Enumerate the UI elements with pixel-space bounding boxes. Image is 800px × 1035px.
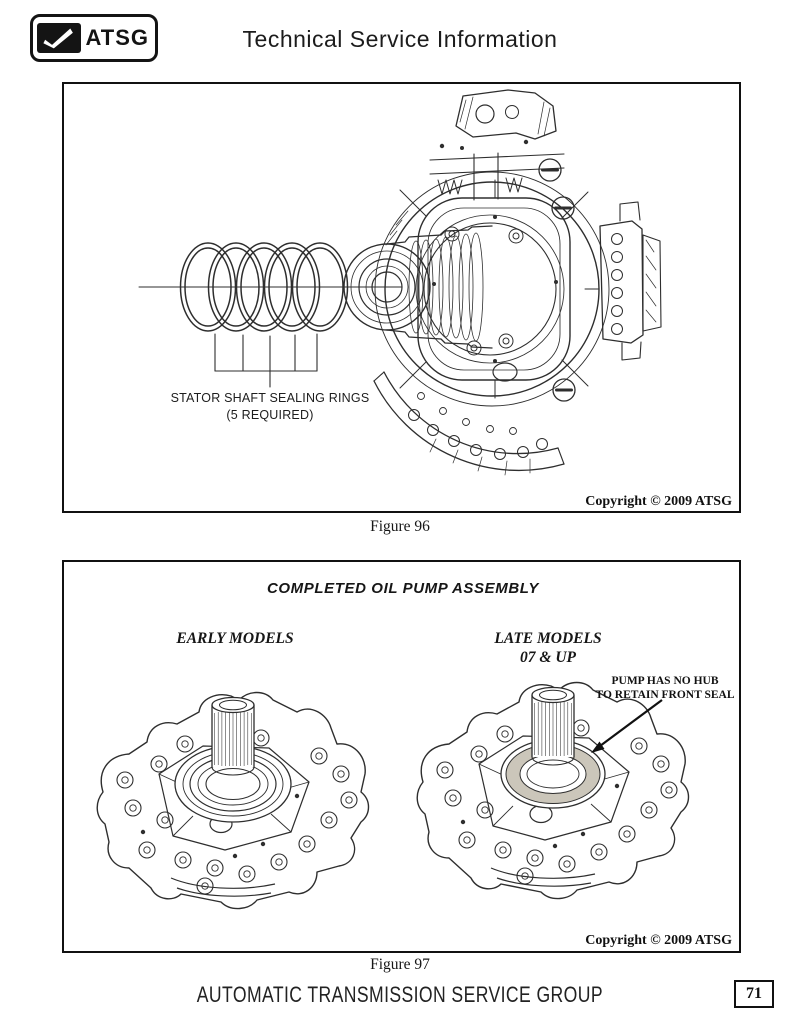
sealing-rings-drawing (64, 84, 739, 511)
figure-97-box (62, 560, 741, 953)
pump-housing-drawing (344, 90, 661, 475)
early-models-label: EARLY MODELS (176, 630, 294, 647)
figure-96-box (62, 82, 741, 513)
oil-pump-assembly-drawing (64, 562, 739, 951)
stator-rings-label-line2: (5 REQUIRED) (226, 408, 314, 422)
late-models-label: LATE MODELS (494, 630, 602, 647)
footer-org-name: AUTOMATIC TRANSMISSION SERVICE GROUP (196, 982, 604, 1007)
page-title: Technical Service Information (242, 26, 558, 52)
no-hub-annotation-line1: PUMP HAS NO HUB (611, 675, 719, 687)
figure96-copyright: Copyright © 2009 ATSG (585, 494, 732, 509)
figure97-copyright: Copyright © 2009 ATSG (585, 933, 732, 948)
figure97-caption: Figure 97 (370, 956, 430, 973)
late-models-sublabel: 07 & UP (520, 649, 576, 666)
plate-bolts (432, 215, 558, 381)
top-bracket (456, 90, 556, 139)
early-model-pump-drawing (97, 693, 368, 909)
stator-rings-label-line1: STATOR SHAFT SEALING RINGS (170, 391, 370, 405)
callout-bracket (215, 334, 317, 387)
logo-text: ATSG (85, 25, 149, 50)
page-number: 71 (734, 980, 774, 1008)
no-hub-annotation-line2: TO RETAIN FRONT SEAL (595, 689, 735, 701)
figure97-title: COMPLETED OIL PUMP ASSEMBLY (266, 580, 540, 597)
late-model-pump-drawing (417, 683, 688, 899)
figure96-caption: Figure 96 (370, 518, 430, 535)
